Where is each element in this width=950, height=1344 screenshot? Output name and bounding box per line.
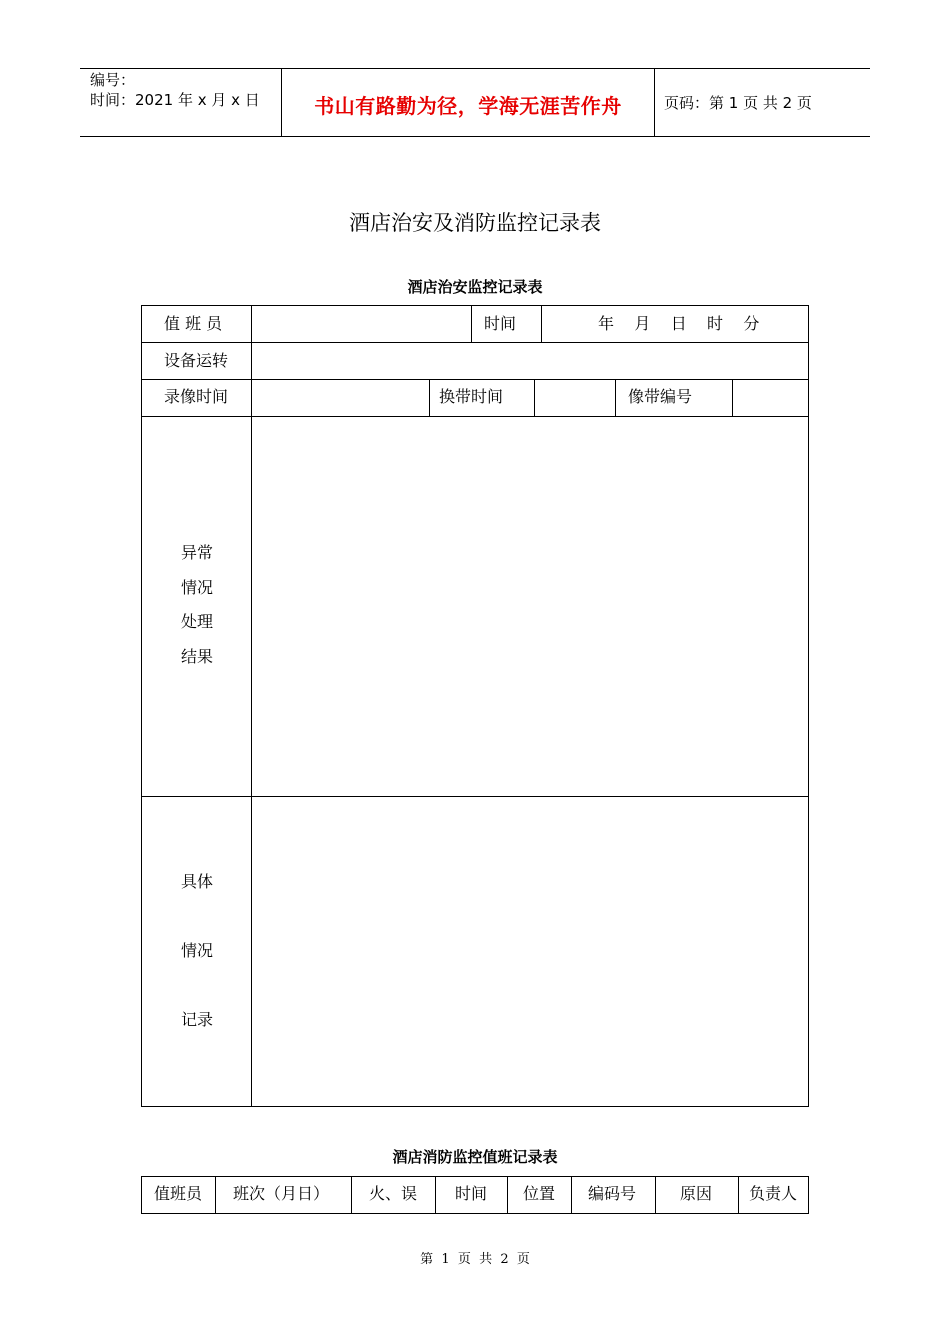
equipment-value-cell[interactable]	[251, 342, 809, 380]
tape-change-time-label: 换带时间	[439, 387, 504, 406]
header-motto: 书山有路勤为径，学海无涯苦作舟	[314, 94, 622, 118]
recording-time-label: 录像时间	[164, 387, 229, 406]
fire-column-label: 原因	[680, 1184, 713, 1203]
header-time-label: 时间：2021 年 x 月 x 日	[90, 91, 260, 109]
details-value-cell[interactable]	[251, 796, 809, 1107]
document-title: 酒店治安及消防监控记录表	[349, 211, 601, 235]
anomaly-label-line: 处理	[180, 612, 213, 631]
fire-column-label: 位置	[523, 1184, 556, 1203]
anomaly-label-line: 情况	[180, 578, 213, 597]
header-top-rule	[80, 68, 870, 69]
recording-time-value-cell[interactable]	[251, 379, 430, 417]
anomaly-value-cell[interactable]	[251, 416, 809, 797]
fire-column-label: 负责人	[749, 1184, 798, 1203]
time-label: 时间	[484, 314, 517, 333]
security-table-title: 酒店治安监控记录表	[407, 278, 543, 296]
fire-column-label: 火、误	[369, 1184, 418, 1203]
anomaly-label-line: 异常	[180, 543, 213, 562]
equipment-operation-label: 设备运转	[164, 351, 229, 370]
header-number-label: 编号：	[90, 71, 136, 89]
details-label-line: 记录	[180, 1010, 213, 1029]
tape-number-value-cell[interactable]	[732, 379, 809, 417]
tape-number-label: 像带编号	[628, 387, 693, 406]
fire-column-label: 时间	[455, 1184, 488, 1203]
header-meta	[90, 70, 260, 110]
header-bottom-rule	[80, 136, 870, 137]
duty-officer-label: 值 班 员	[164, 314, 223, 333]
fire-column-label: 班次（月日）	[233, 1184, 330, 1203]
duty-officer-value-cell[interactable]	[251, 305, 472, 343]
fire-column-label: 编码号	[588, 1184, 637, 1203]
tape-change-value-cell[interactable]	[534, 379, 616, 417]
header-divider-right	[654, 68, 655, 136]
header-page-info: 页码：第 1 页 共 2 页	[664, 94, 812, 112]
anomaly-label-cell	[141, 416, 252, 797]
fire-column-label: 值班员	[154, 1184, 203, 1203]
fire-table-title: 酒店消防监控值班记录表	[392, 1148, 558, 1166]
anomaly-label-line: 结果	[180, 647, 213, 666]
details-label-line: 具体	[180, 872, 213, 891]
details-label-line: 情况	[180, 941, 213, 960]
datetime-units: 年 月 日 时 分	[598, 314, 760, 333]
page-footer: 第 1 页 共 2 页	[420, 1252, 530, 1267]
